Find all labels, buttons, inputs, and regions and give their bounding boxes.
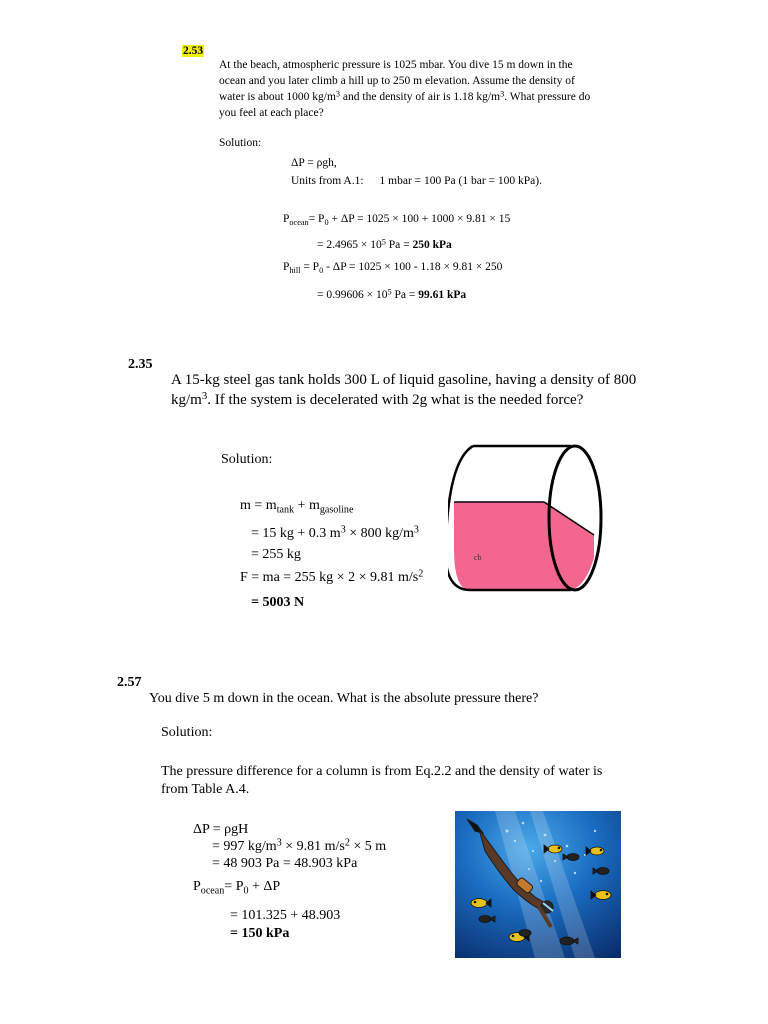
problem-2-57-solution-label: Solution: (161, 725, 213, 740)
p-ocean-result: = $2.4965 \times 10^5$ Pa = 250 kPa (317, 237, 452, 251)
gasoline-liquid (454, 502, 594, 590)
tank-mark: cb (474, 553, 482, 562)
problem-2-35-solution-label: Solution: (221, 452, 273, 467)
problem-2-53-solution-label: Solution: (219, 137, 262, 149)
problem-2-53-question: At the beach, atmospheric pressure is 1025 mbar. You dive 15 m down in the ocean and you later climb a hill up to 250 m elevation. Assume the density of water is about 1000 $kg/m^3$ and the density of air is 1.18 $kg/m^3$. What pressure do you feel at each place? (219, 59, 591, 119)
problem-2-57-explanation: The pressure difference for a column is from Eq.2.2 and the density of water is from Table A.4. (161, 764, 603, 797)
units-line: Units from A.1: 1 mbar = 100 Pa (1 bar = 100 kPa). (291, 175, 542, 187)
problem-2-57-question: You dive 5 m down in the ocean. What is the absolute pressure there? (149, 691, 539, 706)
problem-2-53-number: 2.53 (183, 45, 204, 57)
p-ocean-equation: $P_{ocean}= P_0 + \Delta P = 1025 \times 100 + 1000 \times 9.81 \times 15$ (283, 213, 511, 227)
problem-2-35-number: 2.35 (128, 357, 153, 372)
diver-illustration (455, 811, 621, 958)
eq-p-ocean-result: = 150 kPa (230, 926, 290, 941)
force-result: = 5003 N (251, 595, 305, 610)
mass-equation: $m = m_{tank} + m_{gasoline}$ (240, 498, 354, 516)
eq-p-ocean-sum: = 101.325 + 48.903 (230, 908, 341, 923)
problem-2-57-number: 2.57 (117, 675, 142, 690)
gas-tank-body (448, 446, 601, 590)
eq-delta-p-rhogh: ΔP = ρgH (193, 822, 249, 837)
force-equation: F = ma = 255 kg × 2 × 9.81 $m/s^2$ (240, 568, 424, 585)
p-hill-result: = $0.99606 \times 10^5$ Pa = 99.61 kPa (317, 287, 467, 301)
mass-calc-line: = 15 kg + 0.3 $m^3 \times 800$ $kg/m^3$ (251, 524, 419, 541)
equation-delta-p: ΔP = ρgh, (291, 157, 337, 169)
eq-delta-p-calc: = 997 $kg/m^3 \times 9.81$ $m/s^2 \times 5$ m (212, 837, 387, 854)
problem-2-35-question: A 15-kg steel gas tank holds 300 L of liquid gasoline, having a density of 800 $kg/m^3$. If the system is decelerated with 2g what is the needed force? (171, 372, 637, 408)
eq-delta-p-result: = 48 903 Pa = 48.903 kPa (212, 856, 358, 871)
mass-result: = 255 kg (251, 547, 301, 562)
gas-tank-illustration (448, 440, 606, 596)
eq-p-ocean: $P_{ocean}= P_0 + \Delta P$ (193, 879, 281, 897)
p-hill-equation: $P_{hill} = P_0 - \Delta P = 1025 \times 100 - 1.18 \times 9.81 \times 250$ (283, 261, 503, 275)
